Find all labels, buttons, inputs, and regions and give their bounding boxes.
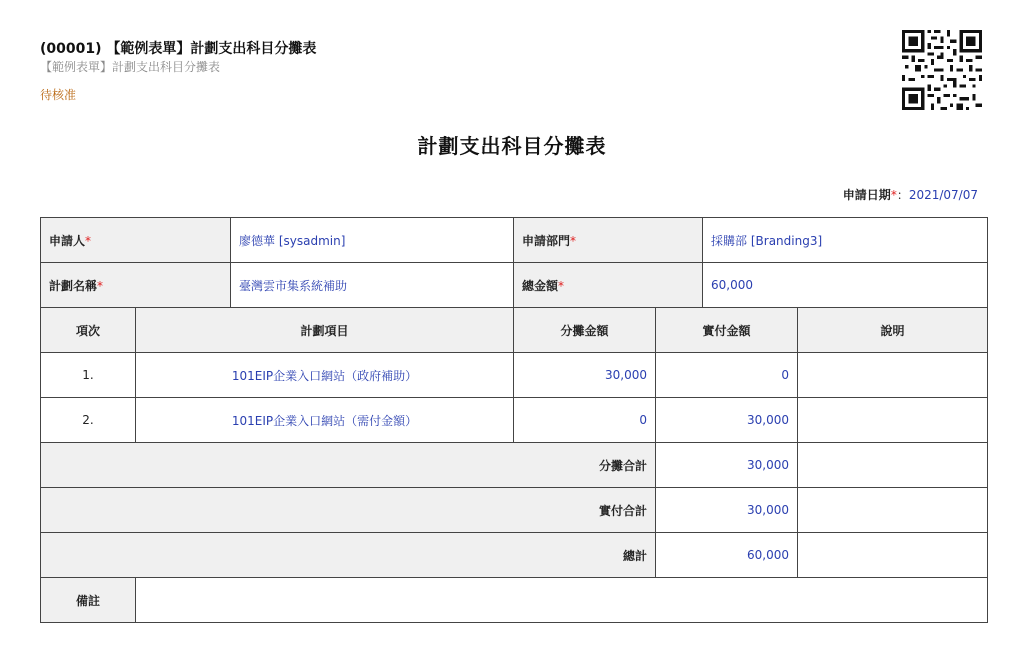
apply-date: 申請日期*：2021/07/07 xyxy=(842,188,978,202)
form-title: 計劃支出科目分攤表 xyxy=(417,134,607,158)
table-row xyxy=(41,398,988,443)
apply-date-label: 申請日期 xyxy=(842,188,891,202)
grand-total-row xyxy=(41,533,988,578)
required-mark: * xyxy=(570,233,577,248)
allocated-total-value[interactable]: 30,000 xyxy=(656,443,798,488)
grand-total-label: 總計 xyxy=(41,533,656,578)
grand-total-value[interactable]: 60,000 xyxy=(656,533,798,578)
row-note[interactable] xyxy=(798,353,988,398)
applicant-label: 申請人 xyxy=(49,233,86,248)
row-item[interactable]: 101EIP企業入口網站（政府補助） xyxy=(136,353,514,398)
allocated-total-row xyxy=(41,443,988,488)
remarks-row xyxy=(41,578,988,623)
plan-name-label-cell xyxy=(41,263,231,308)
paid-total-row xyxy=(41,488,988,533)
total-amount-label: 總金額 xyxy=(522,278,559,293)
row-no: 1. xyxy=(41,353,136,398)
row-allocated[interactable]: 30,000 xyxy=(514,353,656,398)
header-plan-item: 計劃項目 xyxy=(136,308,514,353)
applicant-label-cell xyxy=(41,218,231,263)
row-paid[interactable]: 0 xyxy=(656,353,798,398)
plan-name-label: 計劃名稱 xyxy=(49,278,98,293)
plan-row xyxy=(41,263,988,308)
apply-date-value[interactable]: 2021/07/07 xyxy=(908,188,978,202)
header-paid: 實付金額 xyxy=(656,308,798,353)
row-allocated[interactable]: 0 xyxy=(514,398,656,443)
form-table xyxy=(40,217,988,623)
grand-total-note xyxy=(798,533,988,578)
required-mark: * xyxy=(558,278,565,293)
department-label: 申請部門 xyxy=(522,233,571,248)
row-note[interactable] xyxy=(798,398,988,443)
remarks-label: 備註 xyxy=(41,578,136,623)
required-mark: * xyxy=(890,188,897,202)
plan-name-value[interactable]: 臺灣雲市集系統補助 xyxy=(231,263,514,308)
applicant-row xyxy=(41,218,988,263)
status-text: 待核准 xyxy=(40,88,77,102)
total-amount-value[interactable]: 60,000 xyxy=(703,263,988,308)
allocated-total-note xyxy=(798,443,988,488)
required-mark: * xyxy=(97,278,104,293)
paid-total-value[interactable]: 30,000 xyxy=(656,488,798,533)
applicant-value[interactable]: 廖德華 [sysadmin] xyxy=(231,218,514,263)
header-allocated: 分攤金額 xyxy=(514,308,656,353)
page-subtitle: 【範例表單】計劃支出科目分攤表 xyxy=(40,60,221,74)
row-item[interactable]: 101EIP企業入口網站（需付金額） xyxy=(136,398,514,443)
header-item-no: 項次 xyxy=(41,308,136,353)
table-row xyxy=(41,353,988,398)
row-paid[interactable]: 30,000 xyxy=(656,398,798,443)
paid-total-note xyxy=(798,488,988,533)
qr-code-icon xyxy=(902,30,982,110)
required-mark: * xyxy=(85,233,92,248)
department-value[interactable]: 採購部 [Branding3] xyxy=(703,218,988,263)
paid-total-label: 實付合計 xyxy=(41,488,656,533)
allocated-total-label: 分攤合計 xyxy=(41,443,656,488)
items-header-row xyxy=(41,308,988,353)
total-amount-label-cell xyxy=(514,263,703,308)
header-note: 說明 xyxy=(798,308,988,353)
row-no: 2. xyxy=(41,398,136,443)
page-title: (00001) 【範例表單】計劃支出科目分攤表 xyxy=(40,41,317,57)
department-label-cell xyxy=(514,218,703,263)
remarks-value[interactable] xyxy=(136,578,988,623)
